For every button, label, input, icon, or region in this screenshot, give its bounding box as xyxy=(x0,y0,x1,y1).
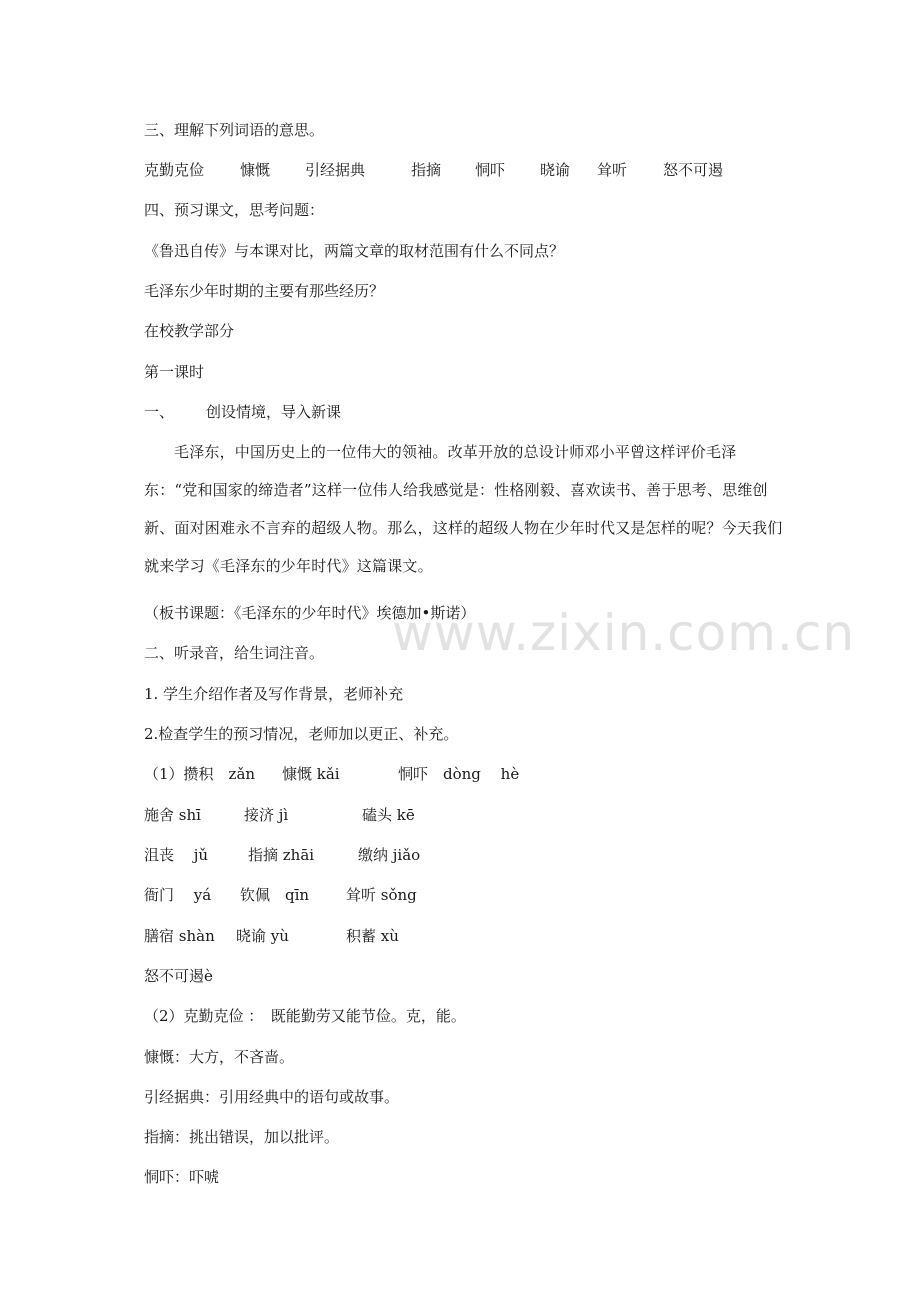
pinyin-item: 沮丧 jǔ xyxy=(144,846,209,864)
pinyin-item: 恫吓 dòng hè xyxy=(398,765,520,783)
vocab-word: 指摘 xyxy=(411,161,442,179)
pinyin-item: 膳宿 shàn xyxy=(144,927,215,945)
pinyin-item: 衙门 yá xyxy=(144,886,212,904)
vocab-word: 耸听 xyxy=(597,161,628,179)
definition-2: 慷慨：大方，不吝啬。 xyxy=(144,1048,295,1066)
pinyin-item: 钦佩 qīn xyxy=(240,886,310,904)
step-1: 1. 学生介绍作者及写作背景，老师补充 xyxy=(144,685,404,703)
question-2: 毛泽东少年时期的主要有那些经历？ xyxy=(144,282,385,300)
pinyin-item: 晓谕 yù xyxy=(236,927,289,945)
intro-text: 毛泽东，中国历史上的一位伟大的领袖。改革开放的总设计师邓小平曾这样评价毛泽东：“党和国家的缔造者”这样一位伟人给我感觉是：性格刚毅、喜欢读书、善于思考、思维创新、面对困难永不言弃的超级人物。那么，这样的超级人物在少年时代又是怎样的呢？今天我们就来学习《毛泽东的少年时代》这篇课文。 xyxy=(144,443,783,575)
vocab-word: 怒不可遏 xyxy=(663,161,724,179)
pinyin-item: 怒不可遏è xyxy=(144,967,213,985)
watermark: www.zixin.com.cn xyxy=(392,604,856,662)
section-heading-3: 三、理解下列词语的意思。 xyxy=(144,121,325,139)
pinyin-item: 指摘 zhāi xyxy=(248,846,315,864)
section-heading-2: 二、听录音，给生词注音。 xyxy=(144,644,325,662)
pinyin-item: 慷慨 kǎi xyxy=(282,765,340,783)
pinyin-item: 积蓄 xù xyxy=(346,927,399,945)
vocab-word: 恫吓 xyxy=(475,161,506,179)
section-heading-4: 四、预习课文，思考问题： xyxy=(144,201,325,219)
vocab-word: 引经据典 xyxy=(305,161,366,179)
pinyin-item: 磕头 kē xyxy=(362,806,415,824)
board-title: （板书课题：《毛泽东的少年时代》埃德加•斯诺） xyxy=(144,604,476,622)
intro-paragraph xyxy=(144,433,784,585)
lesson-title: 第一课时 xyxy=(144,363,205,381)
pinyin-item: 施舍 shī xyxy=(144,806,201,824)
vocab-word: 慷慨 xyxy=(240,161,271,179)
vocab-word: 克勤克俭 xyxy=(144,161,205,179)
definition-5: 恫吓：吓唬 xyxy=(144,1168,220,1186)
pinyin-item: （1）攒积 zǎn xyxy=(144,765,256,783)
step-number: 一、 xyxy=(144,403,175,421)
pinyin-item: 接济 jì xyxy=(244,806,289,824)
step-2: 2.检查学生的预习情况，老师加以更正、补充。 xyxy=(144,725,459,743)
definition-3: 引经据典：引用经典中的语句或故事。 xyxy=(144,1088,400,1106)
pinyin-item: 耸听 sǒng xyxy=(346,886,417,904)
part-title: 在校教学部分 xyxy=(144,322,235,340)
step-title: 创设情境，导入新课 xyxy=(206,403,342,421)
question-1: 《鲁迅自传》与本课对比，两篇文章的取材范围有什么不同点？ xyxy=(144,242,565,260)
definition-4: 指摘：挑出错误，加以批评。 xyxy=(144,1128,340,1146)
pinyin-item: 缴纳 jiǎo xyxy=(358,846,421,864)
definition-1: （2）克勤克俭 ： 既能勤劳又能节俭。克，能。 xyxy=(144,1007,466,1025)
vocab-word: 晓谕 xyxy=(540,161,571,179)
